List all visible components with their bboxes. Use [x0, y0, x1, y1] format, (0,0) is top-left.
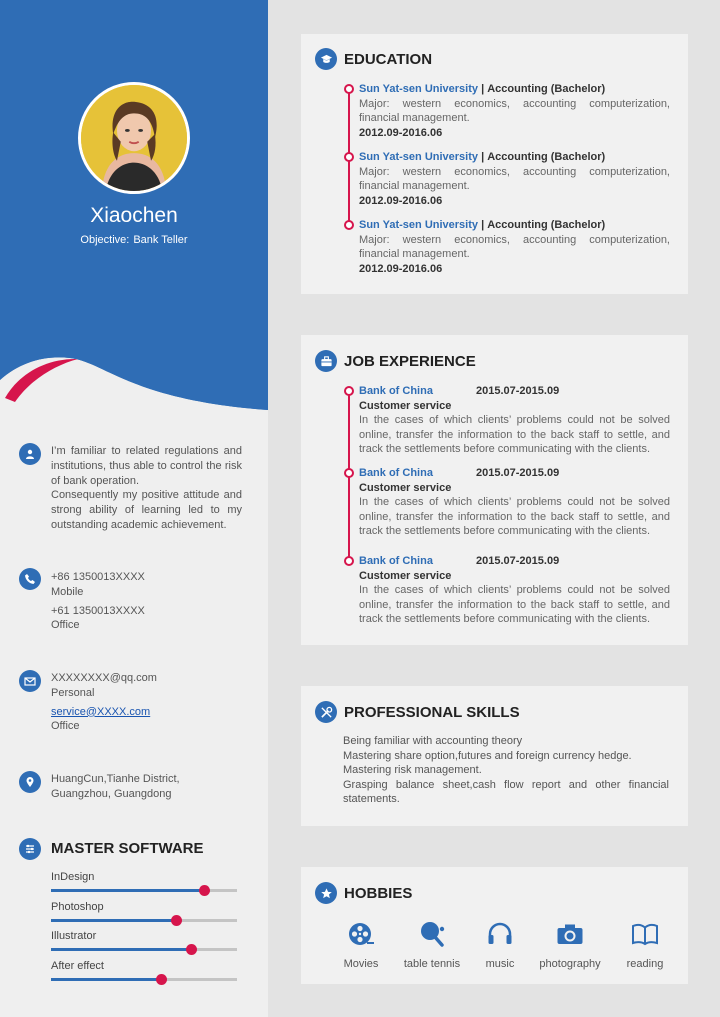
- experience-entry: [359, 554, 670, 627]
- degree: Accounting (Bachelor): [487, 151, 606, 163]
- degree: Accounting (Bachelor): [487, 219, 606, 231]
- hobby-table-tennis: [393, 921, 471, 970]
- education-entry: [359, 218, 670, 276]
- email-block: [51, 671, 242, 734]
- major-text: Major: western economics, accounting computerization, financial management.: [359, 233, 670, 261]
- headphones-icon: [486, 921, 514, 947]
- timeline-dot: [344, 84, 354, 94]
- phone-mobile: +86 1350013XXXX: [51, 571, 145, 583]
- address-text: HuangCun,Tianhe District, Guangzhou, Guangdong: [51, 773, 180, 800]
- company-name: Bank of China: [359, 555, 433, 567]
- software-item: [51, 871, 237, 901]
- skill-line: Being familiar with accounting theory: [343, 735, 523, 747]
- education-entry: [359, 150, 670, 208]
- education-date: 2012.09-2016.06: [359, 262, 443, 275]
- skill-bar-track: [51, 978, 237, 981]
- hobby-reading: [606, 921, 684, 970]
- profile-name: Xiaochen: [90, 204, 178, 227]
- school-name: Sun Yat-sen University: [359, 151, 479, 163]
- education-date: 2012.09-2016.06: [359, 194, 443, 207]
- about-para-2: Consequently my positive attitude and strong ability of learning led to my outstanding academic achievement.: [51, 489, 242, 531]
- hobby-label: reading: [626, 958, 664, 970]
- experience-title: JOB EXPERIENCE: [344, 353, 476, 370]
- objective-value: Bank Teller: [133, 234, 188, 246]
- phone-icon: [19, 568, 41, 590]
- skill-bar-knob: [171, 915, 182, 926]
- education-card: [301, 34, 688, 294]
- tools-icon: [315, 701, 337, 723]
- software-name: Photoshop: [51, 901, 104, 913]
- separator: |: [481, 83, 485, 95]
- experience-entry: [359, 466, 670, 539]
- about-para-1: I’m familiar to related regulations and institutions, thus able to control the risk of bank operation.: [51, 445, 242, 487]
- job-description: In the cases of which clients’ problems could not be solved online, transfer the information to the back staff to settle, and track the settlements before communicating with the clients.: [359, 496, 670, 538]
- education-title: EDUCATION: [344, 51, 433, 68]
- hobby-movies: [322, 921, 400, 970]
- skill-bar-fill: [51, 919, 176, 922]
- email-office-label: Office: [51, 720, 80, 733]
- skill-bar-knob: [156, 974, 167, 985]
- company-name: Bank of China: [359, 467, 433, 479]
- timeline-dot: [344, 220, 354, 230]
- experience-heading: [359, 554, 670, 569]
- timeline-dot: [344, 468, 354, 478]
- objective-label: Objective:: [80, 234, 130, 246]
- hobby-label: photography: [539, 958, 601, 970]
- skills-card: [301, 686, 688, 826]
- graduation-cap-icon: [315, 48, 337, 70]
- camera-icon: [556, 921, 584, 947]
- location-pin-icon: [19, 771, 41, 793]
- job-role: Customer service: [359, 399, 452, 412]
- experience-card: [301, 335, 688, 645]
- skill-bar-fill: [51, 889, 204, 892]
- film-reel-icon: [347, 921, 375, 947]
- phone-mobile-label: Mobile: [51, 585, 84, 598]
- hobby-label: Movies: [343, 958, 379, 970]
- star-icon: [315, 882, 337, 904]
- skill-bar-track: [51, 889, 237, 892]
- briefcase-icon: [315, 350, 337, 372]
- software-name: After effect: [51, 960, 104, 972]
- degree: Accounting (Bachelor): [487, 83, 606, 95]
- job-description: In the cases of which clients’ problems could not be solved online, transfer the information to the back staff to settle, and track the settlements before communicating with the clients.: [359, 584, 670, 626]
- major-text: Major: western economics, accounting computerization, financial management.: [359, 165, 670, 193]
- phone-office: +61 1350013XXXX: [51, 604, 145, 617]
- job-period: 2015.07-2015.09: [476, 555, 560, 567]
- mail-icon: [19, 670, 41, 692]
- education-heading: [359, 150, 670, 165]
- skills-text: [343, 734, 669, 807]
- email-personal-label: Personal: [51, 686, 95, 699]
- phone-office-label: Office: [51, 619, 80, 632]
- table-tennis-icon: [418, 921, 446, 947]
- job-description: In the cases of which clients’ problems could not be solved online, transfer the information to the back staff to settle, and track the settlements before communicating with the clients.: [359, 414, 670, 456]
- hobby-music: [461, 921, 539, 970]
- phone-block: [51, 570, 242, 633]
- job-period: 2015.07-2015.09: [476, 467, 560, 479]
- person-icon: [19, 443, 41, 465]
- skill-line: Mastering share option,futures and foreign currency hedge.: [343, 749, 632, 762]
- job-role: Customer service: [359, 481, 452, 494]
- job-role: Customer service: [359, 569, 452, 582]
- sidebar: [0, 0, 268, 1017]
- skill-line: Grasping balance sheet,cash flow report and other financial statements.: [343, 778, 669, 806]
- hobby-label: music: [485, 958, 515, 970]
- about-text: [51, 444, 242, 533]
- timeline-dot: [344, 152, 354, 162]
- major-text: Major: western economics, accounting computerization, financial management.: [359, 97, 670, 125]
- experience-heading: [359, 384, 670, 399]
- skills-title: PROFESSIONAL SKILLS: [344, 704, 520, 721]
- software-name: InDesign: [51, 871, 95, 883]
- skill-bar-knob: [199, 885, 210, 896]
- sliders-icon: [19, 838, 41, 860]
- software-item: [51, 960, 237, 990]
- software-item: [51, 901, 237, 931]
- email-personal: XXXXXXXX@qq.com: [51, 672, 157, 684]
- timeline-dot: [344, 556, 354, 566]
- software-title: MASTER SOFTWARE: [51, 840, 204, 857]
- email-office-link[interactable]: service@XXXX.com: [51, 705, 151, 718]
- header-wave: [0, 340, 268, 430]
- education-date: 2012.09-2016.06: [359, 126, 443, 139]
- skill-line: Mastering risk management.: [343, 764, 482, 777]
- separator: |: [481, 151, 485, 163]
- hobby-photography: [531, 921, 609, 970]
- hobbies-card: [301, 867, 688, 984]
- job-period: 2015.07-2015.09: [476, 385, 560, 397]
- timeline-dot: [344, 386, 354, 396]
- company-name: Bank of China: [359, 385, 433, 397]
- skill-bar-track: [51, 919, 237, 922]
- separator: |: [481, 219, 485, 231]
- experience-heading: [359, 466, 670, 481]
- skill-bar-fill: [51, 948, 191, 951]
- skill-bar-knob: [186, 944, 197, 955]
- profile-objective: [0, 234, 268, 246]
- software-item: [51, 930, 237, 960]
- education-heading: [359, 82, 670, 97]
- skill-bar-track: [51, 948, 237, 951]
- experience-entry: [359, 384, 670, 457]
- school-name: Sun Yat-sen University: [359, 83, 479, 95]
- hobbies-title: HOBBIES: [344, 885, 413, 902]
- school-name: Sun Yat-sen University: [359, 219, 479, 231]
- skill-bar-fill: [51, 978, 161, 981]
- profile-photo: [78, 82, 190, 194]
- education-heading: [359, 218, 670, 233]
- education-entry: [359, 82, 670, 140]
- hobby-label: table tennis: [403, 958, 461, 970]
- software-name: Illustrator: [51, 930, 97, 942]
- book-icon: [631, 921, 659, 947]
